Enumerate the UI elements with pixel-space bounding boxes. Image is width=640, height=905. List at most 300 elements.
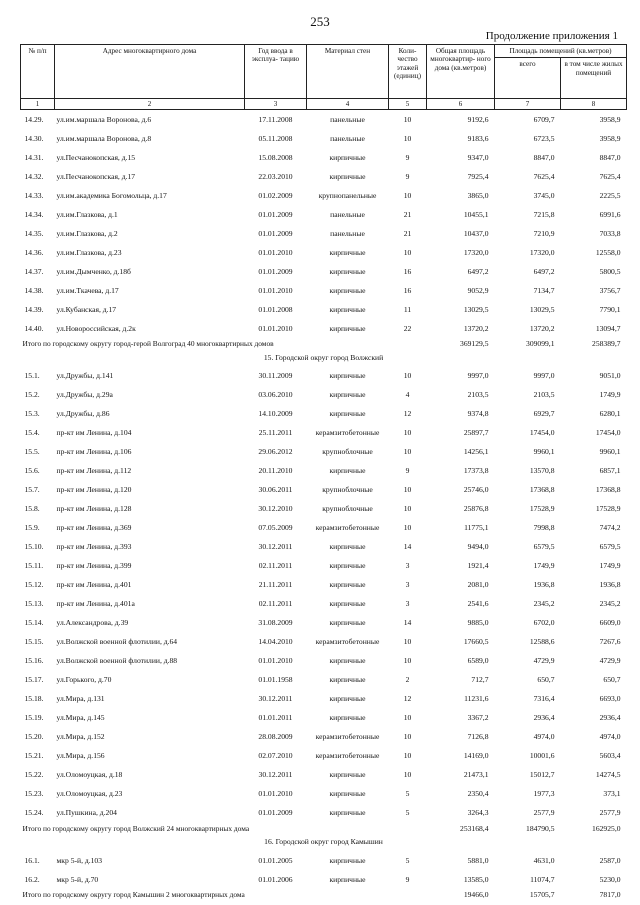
row-address: пр-кт им Ленина, д.128 [56,504,132,514]
row-number: 14.40. [24,323,44,333]
row-number: 15.5. [24,447,40,457]
row-floors: 10 [403,656,412,666]
row-address: ул.им.Глазкова, д.1 [56,209,118,219]
row-material: кирпичные [329,580,366,590]
table-row [21,500,627,519]
table-row [21,785,627,804]
table-row [21,300,627,319]
row-number: 14.30. [24,133,44,143]
row-material: панельные [330,209,365,219]
row-address: ул.Александрова, д.39 [56,618,129,628]
row-material: кирпичные [329,409,366,419]
row-material: кирпичные [329,618,366,628]
row-address: ул.им.маршала Воронова, д.6 [56,114,152,124]
row-address: ул.Новороссийская, д.2к [56,323,136,333]
table-row [21,519,627,538]
row-number: 14.33. [24,190,44,200]
row-number: 15.12. [24,580,44,590]
row-premises-area: 2103,5 [533,390,555,400]
row-living-area: 7625,4 [599,171,621,181]
row-number: 14.29. [24,114,44,124]
row-floors: 10 [403,247,412,257]
table-row [21,671,627,690]
row-year: 01.01.2009 [258,228,293,238]
row-premises-area: 10001,6 [529,751,555,761]
row-floors: 9 [405,171,410,181]
table-row [21,386,627,405]
row-premises-area: 6723,5 [533,133,555,143]
row-material: кирпичные [329,542,366,552]
row-floors: 10 [403,751,412,761]
row-number: 15.9. [24,523,40,533]
row-number: 15.2. [24,390,40,400]
row-year: 30.12.2011 [258,542,293,552]
row-material: кирпичные [329,247,366,257]
row-total-area: 14256,1 [463,447,489,457]
row-premises-area: 17454,0 [529,428,555,438]
section-15-total [21,823,627,852]
row-address: ул.им.Дымченко, д.18б [56,266,131,276]
row-living-area: 17454,0 [595,428,621,438]
row-number: 15.17. [24,675,44,685]
row-premises-area: 11074,7 [530,874,555,884]
row-living-area: 5230,0 [599,874,621,884]
row-address: пр-кт им Ленина, д.401 [56,580,132,590]
row-material: кирпичные [329,323,366,333]
row-number: 15.23. [24,789,44,799]
row-total-area: 10437,0 [463,228,489,238]
total-living-sum: 162925,0 [592,823,621,833]
row-total-area: 2350,4 [467,789,489,799]
row-year: 01.01.2010 [258,247,293,257]
row-total-area: 2103,5 [467,390,489,400]
row-living-area: 2936,4 [599,713,621,723]
row-floors: 10 [403,133,412,143]
row-year: 30.12.2010 [258,504,293,514]
table-row [21,652,627,671]
row-living-area: 2587,0 [599,855,621,865]
row-total-area: 9183,6 [467,133,489,143]
row-total-area: 9192,6 [467,114,489,124]
row-floors: 14 [403,542,412,552]
row-year: 25.11.2011 [258,428,293,438]
table-row [21,766,627,785]
row-number: 15.24. [24,808,44,818]
row-total-area: 2081,0 [467,580,489,590]
row-year: 01.01.1958 [258,675,293,685]
row-number: 14.35. [24,228,44,238]
row-floors: 21 [403,209,412,219]
row-year: 31.08.2009 [258,618,293,628]
row-address: ул.Горького, д.70 [56,675,112,685]
row-living-area: 3756,7 [599,285,621,295]
row-total-area: 25746,0 [463,485,489,495]
row-material: кирпичные [329,171,366,181]
row-year: 01.01.2010 [258,656,293,666]
header-address: Адрес многоквартирного дома [55,45,245,99]
row-living-area: 6280,1 [599,409,621,419]
row-number: 15.14. [24,618,44,628]
row-living-area: 6693,0 [599,694,621,704]
row-floors: 9 [405,874,410,884]
row-floors: 14 [403,618,412,628]
row-living-area: 1749,9 [599,390,621,400]
row-premises-area: 13570,8 [529,466,555,476]
row-floors: 9 [405,152,410,162]
row-total-area: 7126,8 [467,732,489,742]
column-number: 6 [427,99,495,110]
total-living-sum: 7817,0 [599,890,621,900]
table-row [21,281,627,300]
row-material: крупноблочные [322,485,373,495]
row-total-area: 11231,6 [464,694,489,704]
row-premises-area: 7210,9 [533,228,555,238]
row-year: 14.04.2010 [258,637,293,647]
row-premises-area: 7316,4 [533,694,555,704]
row-premises-area: 2936,4 [533,713,555,723]
row-material: кирпичные [329,855,366,865]
section-15-title: 15. Городской округ город Волжский [263,352,384,362]
column-number: 5 [389,99,427,110]
section-14-total [21,338,627,367]
row-material: кирпичные [329,304,366,314]
row-premises-area: 4729,9 [533,656,555,666]
row-year: 01.01.2010 [258,323,293,333]
row-year: 01.01.2009 [258,808,293,818]
row-living-area: 373,1 [603,789,621,799]
total-area-sum: 19466,0 [463,890,489,900]
row-floors: 10 [403,637,412,647]
row-premises-area: 17320,0 [529,247,555,257]
row-year: 17.11.2008 [258,114,293,124]
section-14-body [21,110,627,339]
row-total-area: 7925,4 [467,171,489,181]
row-floors: 3 [405,599,410,609]
row-material: керамзитобетонные [315,637,380,647]
row-address: пр-кт им Ленина, д.393 [56,542,132,552]
table-row [21,224,627,243]
row-address: мкр 5-й, д.70 [56,874,99,884]
row-address: ул.Кубанская, д.17 [56,304,117,314]
row-address: мкр 5-й, д.103 [56,855,103,865]
row-material: кирпичные [329,770,366,780]
row-total-area: 3865,0 [467,190,489,200]
column-number: 1 [21,99,55,110]
total-premises-sum: 309099,1 [526,339,555,349]
row-floors: 10 [403,504,412,514]
row-number: 15.4. [24,428,40,438]
header-total-area: Общая площадь многоквартир- ного дома (кв.метров) [427,45,495,99]
section-16-title: 16. Городской округ город Камышин [264,837,383,847]
row-premises-area: 7215,8 [533,209,555,219]
table-row [21,424,627,443]
row-living-area: 13094,7 [595,323,621,333]
row-living-area: 3958,9 [599,133,621,143]
table-row [21,367,627,386]
table-row [21,633,627,652]
row-material: крупноблочные [322,447,373,457]
row-total-area: 1921,4 [467,561,489,571]
row-address: ул.Пушкина, д.204 [56,808,117,818]
row-material: кирпичные [329,390,366,400]
row-floors: 5 [405,789,410,799]
row-living-area: 650,7 [603,675,621,685]
row-floors: 4 [405,390,410,400]
row-number: 16.2. [24,874,40,884]
row-total-area: 6497,2 [467,266,489,276]
row-living-area: 6579,5 [599,542,621,552]
row-premises-area: 9997,0 [533,371,555,381]
table-row [21,462,627,481]
row-material: кирпичные [329,371,366,381]
row-premises-area: 9960,1 [533,447,555,457]
row-premises-area: 1749,9 [533,561,555,571]
row-living-area: 7267,6 [599,637,621,647]
section-16-total [21,889,627,900]
row-year: 30.06.2011 [258,485,293,495]
table-row [21,709,627,728]
row-address: пр-кт им Ленина, д.120 [56,485,132,495]
row-premises-area: 1936,8 [533,580,555,590]
row-number: 15.22. [24,770,44,780]
row-premises-area: 13029,5 [529,304,555,314]
row-total-area: 11775,1 [464,523,489,533]
row-living-area: 8847,0 [599,152,621,162]
row-living-area: 2577,9 [599,808,621,818]
header-year: Год ввода в эксплуа- тацию [245,45,307,99]
total-area-sum: 369129,5 [460,339,489,349]
row-total-area: 17660,5 [463,637,489,647]
row-total-area: 17373,8 [463,466,489,476]
row-year: 30.12.2011 [258,770,293,780]
row-address: ул.им.Глазкова, д.2 [56,228,118,238]
row-year: 14.10.2009 [258,409,293,419]
row-number: 14.31. [24,152,44,162]
row-address: ул.Песчанокопская, д.17 [56,171,136,181]
row-year: 05.11.2008 [258,133,293,143]
row-living-area: 1749,9 [599,561,621,571]
column-number: 2 [55,99,245,110]
row-total-area: 9052,9 [467,285,489,295]
row-year: 22.03.2010 [258,171,293,181]
column-number: 3 [245,99,307,110]
table-row [21,614,627,633]
row-floors: 16 [403,285,412,295]
row-floors: 10 [403,447,412,457]
table-row [21,205,627,224]
table-row [21,538,627,557]
section-15-body [21,367,627,823]
total-premises-sum: 15705,7 [529,890,555,900]
header-material: Материал стен [307,45,389,99]
row-floors: 10 [403,114,412,124]
header-premises-group: Площадь помещений (кв.метров) [495,45,627,58]
row-living-area: 7790,1 [599,304,621,314]
row-floors: 16 [403,266,412,276]
row-premises-area: 17528,9 [529,504,555,514]
row-material: керамзитобетонные [315,428,380,438]
row-material: кирпичные [329,599,366,609]
table-row [21,728,627,747]
row-living-area: 14274,5 [595,770,621,780]
row-floors: 2 [405,675,410,685]
row-year: 15.08.2008 [258,152,293,162]
row-number: 15.8. [24,504,40,514]
row-total-area: 5881,0 [467,855,489,865]
row-material: кирпичные [329,694,366,704]
row-address: ул.Дружбы, д.141 [56,371,114,381]
row-total-area: 712,7 [471,675,489,685]
row-year: 02.11.2011 [258,561,293,571]
row-living-area: 17528,9 [595,504,621,514]
row-year: 21.11.2011 [258,580,293,590]
row-material: панельные [330,133,365,143]
row-material: кирпичные [329,808,366,818]
table-row [21,870,627,889]
row-total-area: 13720,2 [463,323,489,333]
row-premises-area: 650,7 [537,675,555,685]
row-floors: 21 [403,228,412,238]
table-row [21,557,627,576]
row-total-area: 9374,8 [467,409,489,419]
table-row [21,186,627,205]
row-living-area: 7033,8 [599,228,621,238]
row-floors: 10 [403,190,412,200]
total-living-sum: 258389,7 [592,339,621,349]
row-number: 14.39. [24,304,44,314]
table-row [21,405,627,424]
column-number: 7 [495,99,561,110]
row-address: ул.Песчанокопская, д.15 [56,152,136,162]
row-floors: 12 [403,694,412,704]
table-row [21,804,627,823]
column-number: 4 [307,99,389,110]
row-premises-area: 6702,0 [533,618,555,628]
row-address: ул.Дружбы, д.86 [56,409,110,419]
row-address: ул.Мира, д.145 [56,713,105,723]
table-row [21,595,627,614]
row-premises-area: 15012,7 [529,770,555,780]
row-total-area: 9885,0 [467,618,489,628]
row-number: 15.18. [24,694,44,704]
row-address: ул.Оломоуцкая, д.23 [56,789,123,799]
row-premises-area: 8847,0 [533,152,555,162]
row-material: крупнопанельные [318,190,377,200]
row-premises-area: 6497,2 [533,266,555,276]
row-year: 03.06.2010 [258,390,293,400]
row-address: ул.Волжской военной флотилии, д.88 [56,656,178,666]
table-row [21,110,627,130]
total-label: Итого по городскому округу город-герой Волгоград 40 многоквартирных домов [22,339,274,349]
row-living-area: 2225,5 [599,190,621,200]
row-address: ул.Мира, д.152 [56,732,105,742]
row-total-area: 10455,1 [463,209,489,219]
row-material: кирпичные [329,789,366,799]
column-number: 8 [561,99,627,110]
row-living-area: 6857,1 [599,466,621,476]
row-living-area: 2345,2 [599,599,621,609]
row-number: 14.34. [24,209,44,219]
table-row [21,167,627,186]
row-floors: 10 [403,371,412,381]
row-year: 02.07.2010 [258,751,293,761]
row-premises-area: 3745,0 [533,190,555,200]
row-number: 15.15. [24,637,44,647]
row-number: 16.1. [24,855,40,865]
row-year: 30.11.2009 [258,371,293,381]
row-living-area: 6609,0 [599,618,621,628]
row-premises-area: 2345,2 [533,599,555,609]
row-total-area: 13029,5 [463,304,489,314]
row-address: пр-кт им Ленина, д.399 [56,561,132,571]
row-year: 29.06.2012 [258,447,293,457]
row-premises-area: 13720,2 [529,323,555,333]
row-address: ул.им.Ткачева, д.17 [56,285,119,295]
table-row [21,690,627,709]
row-number: 15.10. [24,542,44,552]
row-premises-area: 4631,0 [533,855,555,865]
table-row [21,148,627,167]
row-living-area: 6991,6 [599,209,621,219]
row-number: 15.7. [24,485,40,495]
table-row [21,576,627,595]
row-premises-area: 6929,7 [533,409,555,419]
row-living-area: 3958,9 [599,114,621,124]
row-premises-area: 7625,4 [533,171,555,181]
row-number: 15.13. [24,599,44,609]
table-row [21,243,627,262]
row-year: 01.02.2009 [258,190,293,200]
page-number: 253 [310,14,330,29]
row-total-area: 21473,1 [463,770,489,780]
row-floors: 10 [403,732,412,742]
row-living-area: 9051,0 [599,371,621,381]
row-living-area: 1936,8 [599,580,621,590]
row-number: 15.19. [24,713,44,723]
row-number: 14.38. [24,285,44,295]
row-address: пр-кт им Ленина, д.401а [56,599,135,609]
total-area-sum: 253168,4 [460,823,489,833]
row-premises-area: 4974,0 [533,732,555,742]
row-address: пр-кт им Ленина, д.104 [56,428,132,438]
row-year: 28.08.2009 [258,732,293,742]
table-row [21,481,627,500]
row-address: ул.Мира, д.131 [56,694,105,704]
row-material: кирпичные [329,285,366,295]
header-floors: Коли- чество этажей (единиц) [389,45,427,99]
row-address: ул.им.маршала Воронова, д.8 [56,133,152,143]
row-living-area: 9960,1 [599,447,621,457]
appendix-note: Продолжение приложения 1 [485,30,618,42]
row-number: 15.21. [24,751,44,761]
row-floors: 5 [405,855,410,865]
row-total-area: 25897,7 [463,428,489,438]
row-living-area: 17368,8 [595,485,621,495]
row-floors: 10 [403,485,412,495]
row-address: пр-кт им Ленина, д.106 [56,447,132,457]
row-year: 30.12.2011 [258,694,293,704]
row-year: 01.01.2008 [258,304,293,314]
row-number: 15.11. [24,561,44,571]
row-total-area: 3264,3 [467,808,489,818]
row-year: 01.01.2006 [258,874,293,884]
row-address: ул.Оломоуцкая, д.18 [56,770,123,780]
row-living-area: 5800,5 [599,266,621,276]
row-address: ул.Дружбы, д.29а [56,390,113,400]
total-premises-sum: 184790,5 [526,823,555,833]
row-number: 15.6. [24,466,40,476]
total-label: Итого по городскому округу город Камышин 2 многоквартирных дома [22,890,245,900]
